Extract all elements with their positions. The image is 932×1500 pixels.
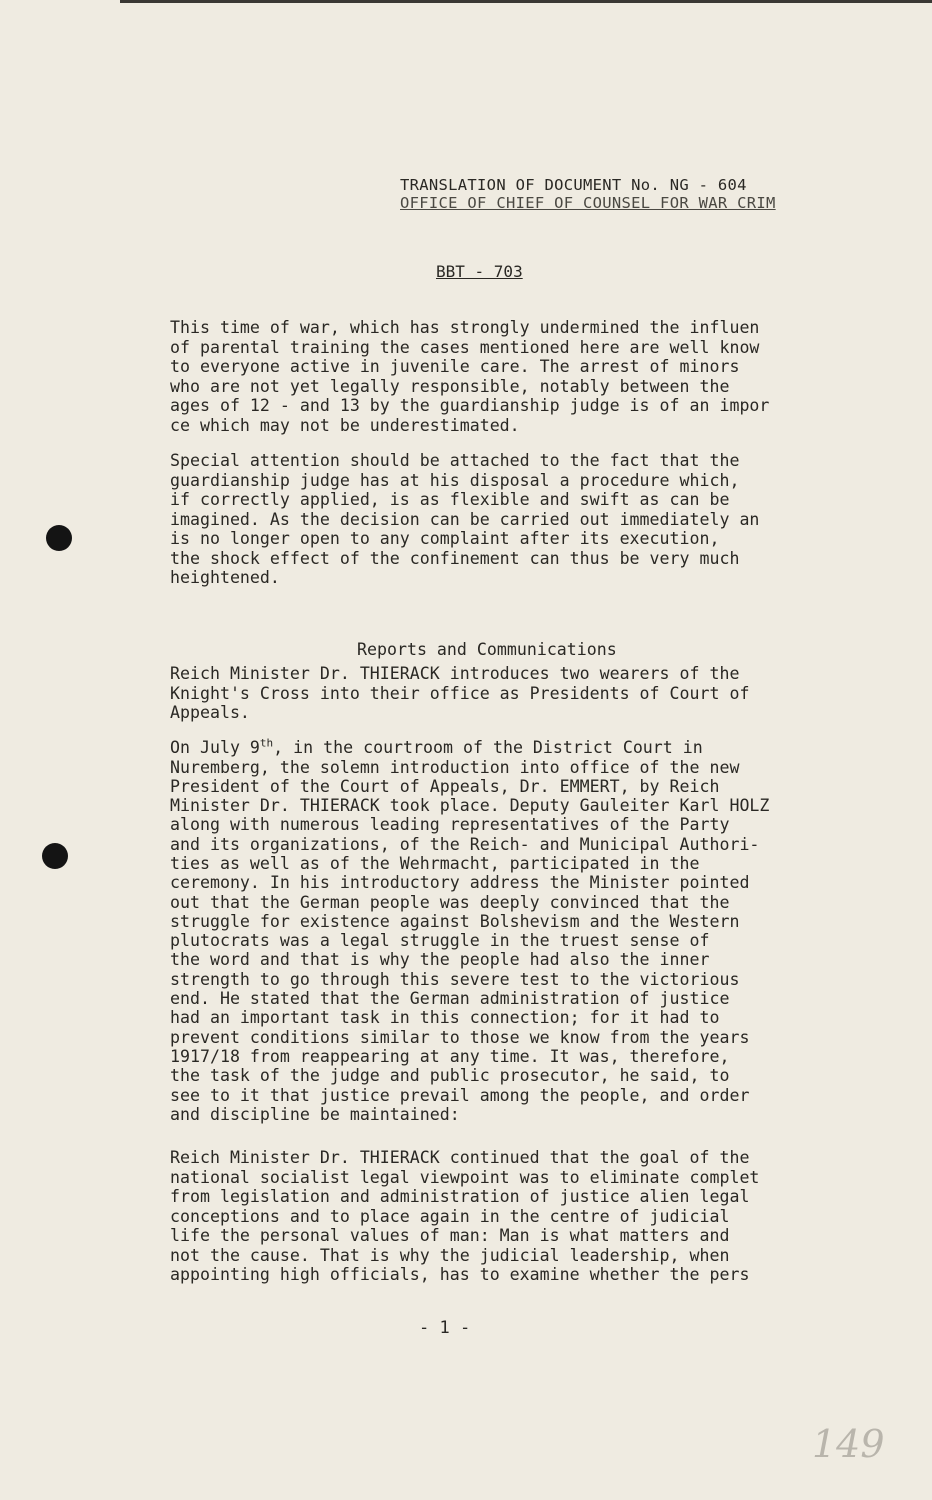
ceremony-first-line-rest: , in the courtroom of the District Court in xyxy=(273,738,703,757)
punch-hole-upper xyxy=(46,525,72,551)
paragraph-legal-viewpoint: Reich Minister Dr. THIERACK continued that the goal of the national socialist legal viewpoint was to eliminate complet from legislation and administration of justice alien legal conceptions and to place again in the centre of judicial life the personal values of man: Man is what matters and not the cause. That is why the judicial leadership, when appointing high officials, has to examine whether the pers xyxy=(170,1148,760,1284)
punch-hole-lower xyxy=(42,843,68,869)
header-office: OFFICE OF CHIEF OF COUNSEL FOR WAR CRIM xyxy=(400,194,776,212)
section-heading: Reports and Communications xyxy=(357,640,617,659)
paragraph-ceremony-first-line xyxy=(170,738,703,758)
paragraph-guardianship-procedure: Special attention should be attached to the fact that the guardianship judge has at his disposal a procedure which, if correctly applied, is as flexible and swift as can be imagined. As the decision can be carried out immediately an is no longer open to any complaint after its execution, the shock effect of the confinement can thus be very much heightened. xyxy=(170,451,760,587)
ceremony-date-suffix: th xyxy=(259,736,274,750)
top-edge-line xyxy=(120,0,932,3)
ceremony-date: On July 9 xyxy=(170,738,260,757)
paragraph-juvenile-care: This time of war, which has strongly undermined the influen of parental training the cases mentioned here are well know to everyone active in juvenile care. The arrest of minors who are not yet legally responsible, notably between the ages of 12 - and 13 by the guardianship judge is of an impor ce which may not be underestimated. xyxy=(170,318,770,435)
paragraph-ceremony: Nuremberg, the solemn introduction into office of the new President of the Court of Appeals, Dr. EMMERT, by Reich Minister Dr. THIERACK took place. Deputy Gauleiter Karl HOLZ along with numerous leading representatives of the Party and its organizations, of the Reich- and Municipal Authori- ties as well as of the Wehrmacht, participated in the ceremony. In his introductory address the Minister pointed out that the German people was deeply convinced that the struggle for existence against Bolshevism and the Western plutocrats was a legal struggle in the truest sense of the word and that is why the people had also the inner strength to go through this severe test to the victorious end. He stated that the German administration of justice had an important task in this connection; for it had to prevent conditions similar to those we know from the years 1917/18 from reappearing at any time. It was, therefore, the task of the judge and public prosecutor, he said, to see to it that justice prevail among the people, and order and discipline be maintained: xyxy=(170,757,770,1124)
document-header xyxy=(400,176,776,212)
paragraph-announcement: Reich Minister Dr. THIERACK introduces two wearers of the Knight's Cross into their office as Presidents of Court of Appeals. xyxy=(170,664,750,722)
document-reference: BBT - 703 xyxy=(436,262,523,281)
page-number: - 1 - xyxy=(419,1318,471,1338)
header-title: TRANSLATION OF DOCUMENT No. NG - 604 xyxy=(400,176,747,194)
handwritten-page-number: 149 xyxy=(812,1422,885,1466)
